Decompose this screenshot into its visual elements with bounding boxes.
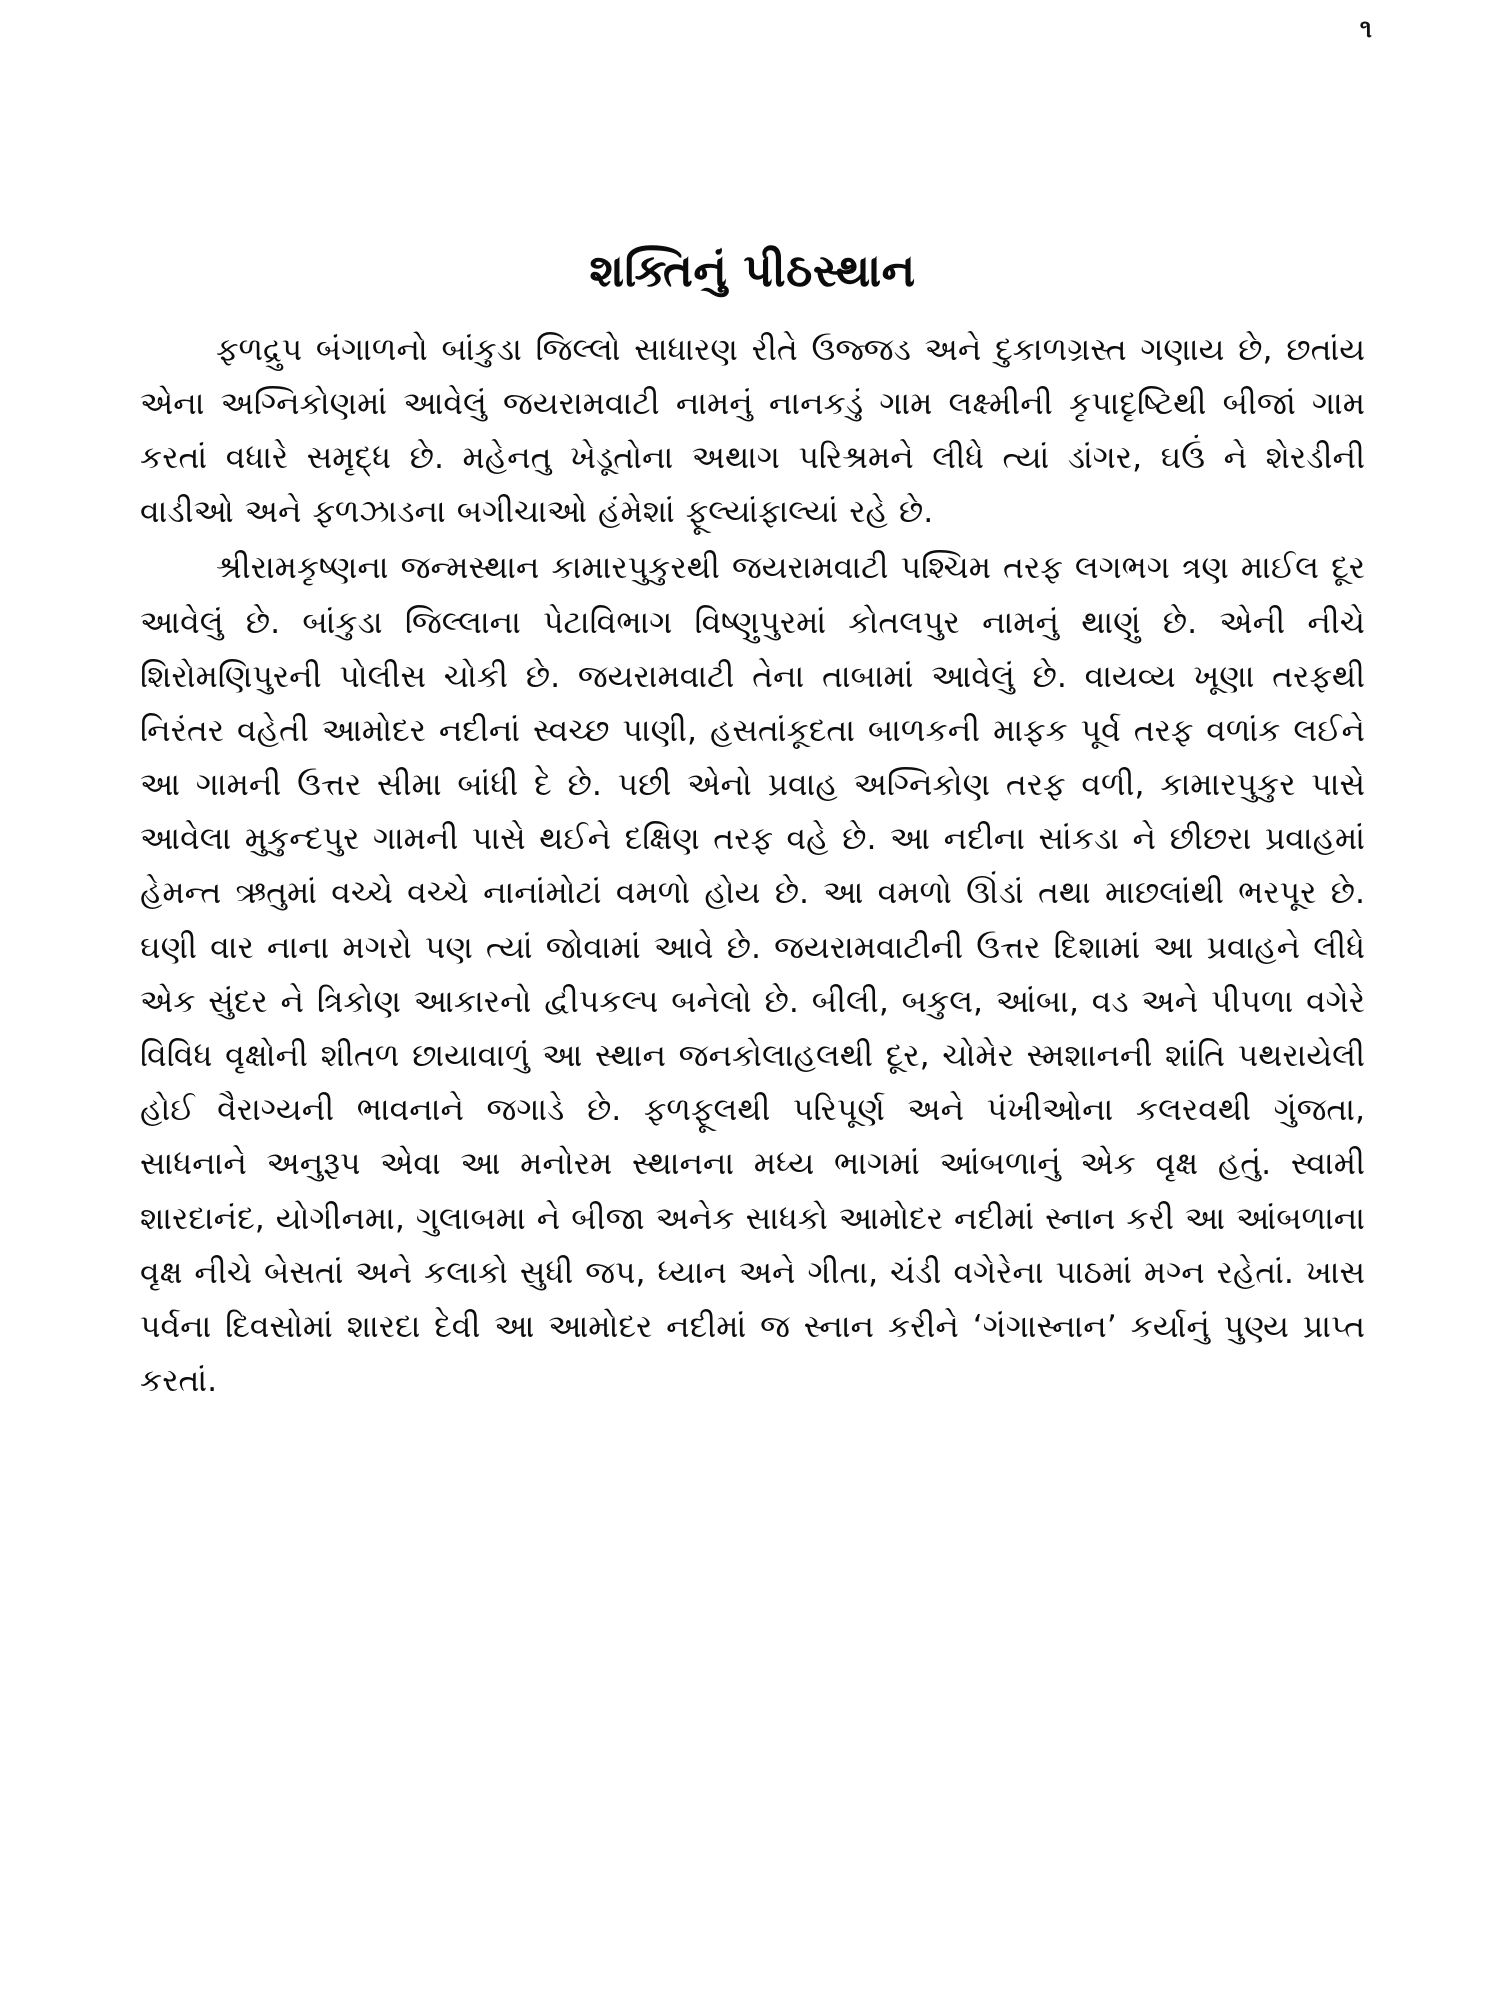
body-paragraph-1: ફળદ્રુપ બંગાળનો બાંકુડા જિલ્લો સાધારણ રીતે ઉજ્જડ અને દુકાળગ્રસ્ત ગણાય છે, છતાંય એના અગ્નિકોણમાં આવેલું જયરામવાટી નામનું નાનકડું ગામ લક્ષ્મીની કૃપાદૃષ્ટિથી બીજાં ગામ કરતાં વધારે સમૃદ્ધ છે. મહેનતુ ખેડૂતોના અથાગ પરિશ્રમને લીધે ત્યાં ડાંગર, ઘઉં ને શેરડીની વાડીઓ અને ફળઝાડના બગીચાઓ હંમેશાં ફૂલ્યાંફાલ્યાં રહે છે. bbox=[140, 331, 1365, 531]
page-content bbox=[140, 245, 1365, 1408]
page-number: ૧ bbox=[1359, 14, 1372, 43]
body-paragraph-2: શ્રીરામકૃષ્ણના જન્મસ્થાન કામારપુકુરથી જયરામવાટી પશ્ચિમ તરફ લગભગ ત્રણ માઈલ દૂર આવેલું છે. બાંકુડા જિલ્લાના પેટાવિભાગ વિષ્ણુપુરમાં કોતલપુર નામનું થાણું છે. એની નીચે શિરોમણિપુરની પોલીસ ચોકી છે. જયરામવાટી તેના તાબામાં આવેલું છે. વાયવ્ય ખૂણા તરફથી નિરંતર વહેતી આમોદર નદીનાં સ્વચ્છ પાણી, હસતાંકૂદતા બાળકની માફક પૂર્વ તરફ વળાંક લઈને આ ગામની ઉત્તર સીમા બાંધી દે છે. પછી એનો પ્રવાહ અગ્નિકોણ તરફ વળી, કામારપુકુર પાસે આવેલા મુકુન્દપુર ગામની પાસે થઈને દક્ષિણ તરફ વહે છે. આ નદીના સાંકડા ને છીછરા પ્રવાહમાં હેમન્ત ઋતુમાં વચ્ચે વચ્ચે નાનાંમોટાં વમળો હોય છે. આ વમળો ઊંડાં તથા માછલાંથી ભરપૂર છે. ઘણી વાર નાના મગરો પણ ત્યાં જોવામાં આવે છે. જયરામવાટીની ઉત્તર દિશામાં આ પ્રવાહને લીધે એક સુંદર ને ત્રિકોણ આકારનો દ્વીપકલ્પ બનેલો છે. બીલી, બકુલ, આંબા, વડ અને પીપળા વગેરે વિવિધ વૃક્ષોની શીતળ છાયાવાળું આ સ્થાન જનકોલાહલથી દૂર, ચોમેર સ્મશાનની શાંતિ પથરાયેલી હોઈ વૈરાગ્યની ભાવનાને જગાડે છે. ફળફૂલથી પરિપૂર્ણ અને પંખીઓના કલરવથી ગુંજતા, સાધનાને અનુરૂપ એવા આ મનોરમ સ્થાનના મધ્ય ભાગમાં આંબળાનું એક વૃક્ષ હતું. સ્વામી શારદાનંદ, યોગીનમા, ગુલાબમા ને બીજા અનેક સાધકો આમોદર નદીમાં સ્નાન કરી આ આંબળાના વૃક્ષ નીચે બેસતાં અને કલાકો સુધી જપ, ધ્યાન અને ગીતા, ચંડી વગેરેના પાઠમાં મગ્ન રહેતાં. ખાસ પર્વના દિવસોમાં શારદા દેવી આ આમોદર નદીમાં જ સ્નાન કરીને ‘ગંગાસ્નાન’ કર્યાનું પુણ્ય પ્રાપ્ત કરતાં. bbox=[140, 550, 1365, 1400]
page-title: શક્તિનું પીઠસ્થાન bbox=[589, 244, 916, 297]
